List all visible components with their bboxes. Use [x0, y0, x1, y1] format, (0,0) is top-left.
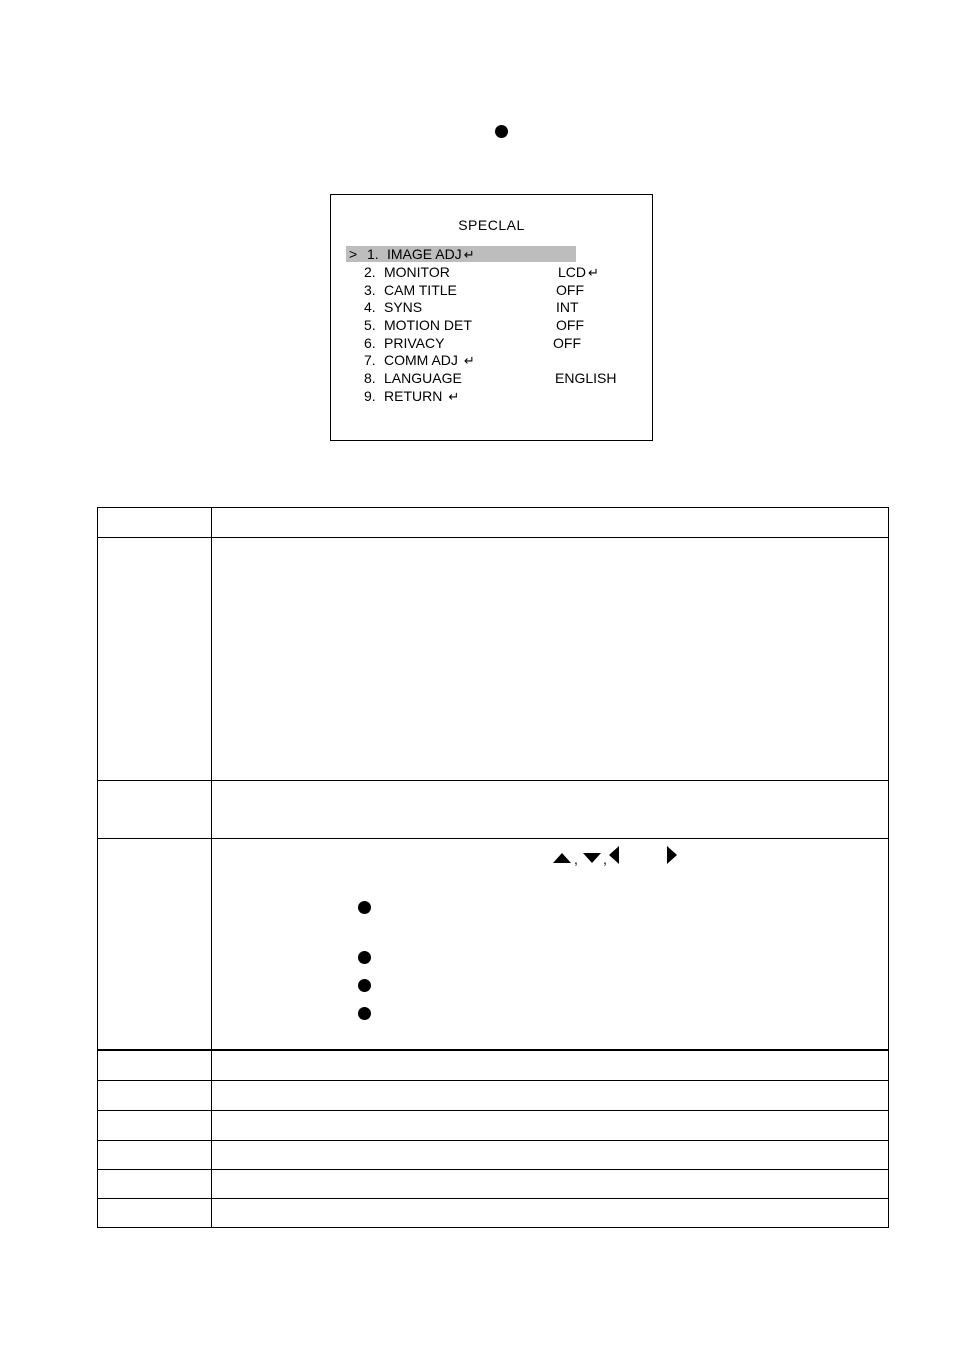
osd-value-privacy: OFF: [553, 335, 581, 351]
separator: ,: [603, 851, 607, 867]
table-row-divider: [98, 1140, 888, 1141]
osd-cursor: >: [349, 246, 358, 262]
arrow-right-icon: [667, 846, 677, 864]
table-row-divider: [98, 1169, 888, 1170]
osd-value-language: ENGLISH: [555, 370, 617, 386]
osd-value-motion-det: OFF: [556, 317, 584, 333]
osd-value-monitor: LCD ↵: [558, 264, 599, 280]
osd-value-syns: INT: [556, 299, 579, 315]
table-row-divider: [98, 780, 888, 781]
table-row-divider: [98, 1049, 888, 1051]
arrow-down-icon: [583, 853, 601, 863]
osd-menu-title: SPECLAL: [458, 217, 525, 233]
osd-menu-item-return[interactable]: 9. RETURN ↵: [364, 388, 460, 404]
osd-menu-item-image-adj[interactable]: > 1. IMAGE ADJ ↵: [346, 246, 576, 262]
bullet-dot-icon: [358, 951, 371, 964]
table-column-divider: [211, 508, 212, 1227]
osd-menu-screen: [330, 194, 653, 441]
table-row-divider: [98, 1110, 888, 1111]
enter-icon: ↵: [463, 247, 475, 262]
settings-table: [97, 507, 889, 1228]
osd-menu-item-comm-adj[interactable]: 7. COMM ADJ ↵: [364, 352, 475, 368]
enter-icon: ↵: [448, 389, 460, 404]
osd-menu-item-motion-det[interactable]: 5. MOTION DET: [364, 317, 472, 333]
osd-menu-item-cam-title[interactable]: 3. CAM TITLE: [364, 282, 457, 298]
enter-icon: ↵: [588, 265, 599, 280]
osd-value-cam-title: OFF: [556, 282, 584, 298]
separator: ,: [574, 851, 578, 867]
osd-menu-item-privacy[interactable]: 6. PRIVACY: [364, 335, 445, 351]
osd-menu-item-language[interactable]: 8. LANGUAGE: [364, 370, 462, 386]
bullet-dot-icon: [358, 901, 371, 914]
bullet-dot-icon: [358, 1007, 371, 1020]
osd-menu-item-syns[interactable]: 4. SYNS: [364, 299, 423, 315]
bullet-dot-icon: [358, 979, 371, 992]
table-row-divider: [98, 1198, 888, 1199]
enter-icon: ↵: [463, 353, 475, 368]
arrow-left-icon: [609, 846, 619, 864]
bullet-dot-icon: [495, 125, 508, 138]
table-row-divider: [98, 1080, 888, 1081]
table-row-divider: [98, 537, 888, 538]
arrow-up-icon: [553, 853, 571, 863]
osd-menu-item-monitor[interactable]: 2. MONITOR: [364, 264, 450, 280]
table-row-divider: [98, 838, 888, 839]
